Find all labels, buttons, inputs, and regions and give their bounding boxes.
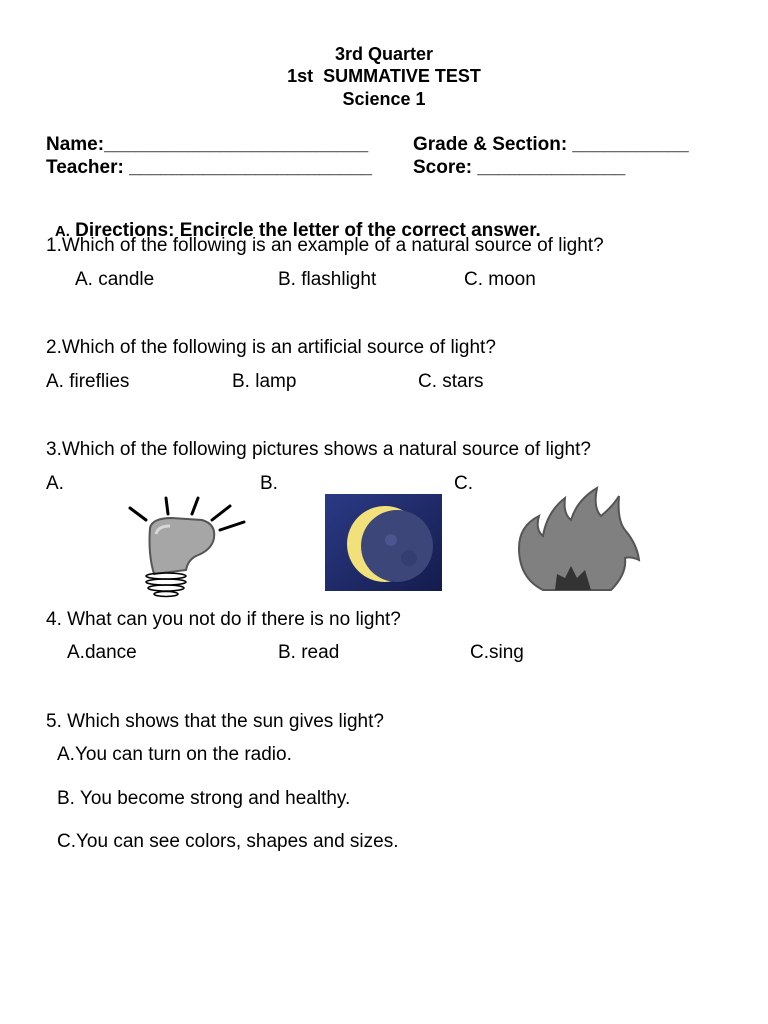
q5-option-c: C.You can see colors, shapes and sizes. (57, 831, 399, 852)
q4-option-a: A.dance (67, 642, 137, 663)
question-5: 5. Which shows that the sun gives light? (46, 711, 384, 732)
header-test-title: 1st SUMMATIVE TEST (287, 66, 481, 86)
teacher-field: Teacher: _______________________ (46, 157, 373, 178)
header-quarter: 3rd Quarter (334, 44, 434, 64)
question-4: 4. What can you not do if there is no light? (46, 609, 401, 630)
q5-option-a: A.You can turn on the radio. (57, 744, 292, 765)
q1-option-c: C. moon (464, 269, 536, 290)
q4-option-b: B. read (278, 642, 340, 663)
q4-option-c: C.sing (470, 642, 524, 663)
question-3: 3.Which of the following pictures shows a natural source of light? (46, 439, 591, 460)
fire-icon (515, 486, 641, 592)
q2-option-b: B. lamp (232, 371, 297, 392)
q2-option-c: C. stars (418, 371, 484, 392)
q5-option-b: B. You become strong and healthy. (57, 788, 351, 809)
name-field: Name:_________________________ (46, 134, 369, 155)
q3-option-b: B. (260, 473, 278, 494)
question-1: 1.Which of the following is an example of a natural source of light? (46, 235, 604, 256)
moon-icon (325, 494, 442, 591)
score-field: Score: ______________ (413, 157, 626, 178)
q3-option-a: A. (46, 473, 64, 494)
header-subject: Science 1 (342, 89, 426, 109)
question-2: 2.Which of the following is an artificial source of light? (46, 337, 496, 358)
grade-section-field: Grade & Section: ___________ (413, 134, 689, 155)
q2-option-a: A. fireflies (46, 371, 130, 392)
q3-option-c: C. (454, 473, 473, 494)
q1-option-b: B. flashlight (278, 269, 377, 290)
directions-part-label: A. (54, 223, 70, 240)
q1-option-a: A. candle (75, 269, 155, 290)
directions-text: Directions: Encircle the letter of the correct answer. (69, 220, 541, 241)
light-bulb-icon (124, 494, 250, 598)
